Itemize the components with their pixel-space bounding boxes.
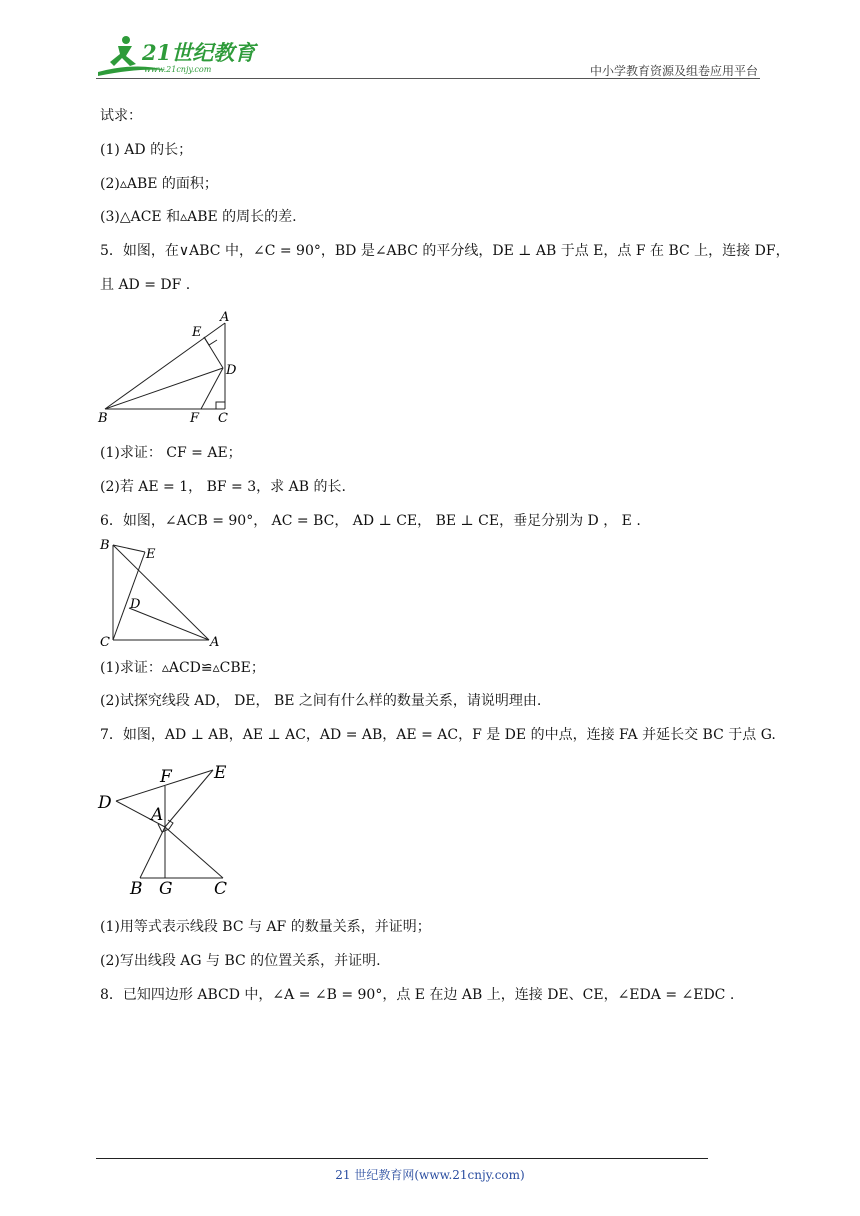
question-5-part-1: (1)求证： CF = AE；	[100, 445, 242, 461]
question-5-line-2: 且 AD = DF .	[100, 277, 191, 293]
fig6-label-c: C	[100, 635, 110, 650]
fig6-label-b: B	[100, 538, 110, 553]
question-7-part-2: (2)写出线段 AG 与 BC 的位置关系，并证明.	[100, 953, 381, 969]
fig7-label-b: B	[130, 879, 143, 899]
text-line-3: (2)▵ABE 的面积；	[100, 176, 218, 192]
fig6-label-d: D	[130, 597, 141, 612]
question-5-line-1: 5．如图，在∨ABC 中，∠C = 90°，BD 是∠ABC 的平分线，DE ⊥ AB 于点 E，点 F 在 BC 上，连接 DF，	[100, 243, 790, 259]
figure-5	[96, 308, 246, 428]
fig5-label-d: D	[226, 363, 237, 378]
question-8: 8．已知四边形 ABCD 中，∠A = ∠B = 90°，点 E 在边 AB 上，连接 DE、CE，∠EDA = ∠EDC .	[100, 987, 735, 1003]
figure-6	[96, 534, 226, 652]
fig5-label-e: E	[192, 325, 202, 340]
header-divider	[96, 78, 760, 79]
logo-text: 21世纪教育	[142, 40, 256, 65]
footer-text: 21 世纪教育网(www.21cnjy.com)	[335, 1168, 525, 1182]
fig6-label-e: E	[146, 547, 156, 562]
fig5-label-c: C	[218, 411, 228, 426]
text-line-4: (3)△ACE 和▵ABE 的周长的差.	[100, 209, 297, 225]
text-line-2: (1) AD 的长；	[100, 142, 193, 158]
fig6-label-a: A	[210, 635, 220, 650]
logo-runner-head	[122, 36, 130, 44]
fig5-label-b: B	[98, 411, 108, 426]
question-5-part-2: (2)若 AE = 1， BF = 3，求 AB 的长.	[100, 479, 346, 495]
logo-runner-body	[110, 46, 136, 66]
fig5-label-f: F	[190, 411, 200, 426]
fig7-label-c: C	[214, 879, 228, 899]
logo-url: www.21cnjy.com	[144, 65, 212, 74]
fig7-label-g: G	[159, 879, 173, 899]
question-7-part-1: (1)用等式表示线段 BC 与 AF 的数量关系，并证明；	[100, 919, 431, 935]
question-6-part-1: (1)求证：▵ACD≌▵CBE；	[100, 660, 265, 676]
fig7-label-a: A	[151, 805, 164, 825]
page-header	[96, 32, 760, 80]
fig7-label-d: D	[98, 793, 112, 813]
question-7: 7．如图，AD ⊥ AB，AE ⊥ AC，AD = AB，AE = AC，F 是 DE 的中点，连接 FA 并延长交 BC 于点 G.	[100, 727, 776, 743]
text-line-1: 试求：	[100, 108, 142, 124]
fig7-label-e: E	[214, 763, 227, 783]
question-6-part-2: (2)试探究线段 AD， DE， BE 之间有什么样的数量关系，请说明理由.	[100, 693, 542, 709]
fig5-label-a: A	[220, 310, 230, 325]
figure-7	[96, 756, 246, 900]
question-6: 6．如图，∠ACB = 90°， AC = BC， AD ⊥ CE， BE ⊥ CE，垂足分别为 D ， E .	[100, 513, 641, 529]
footer-divider	[96, 1158, 708, 1159]
site-title: 中小学教育资源及组卷应用平台	[589, 64, 758, 78]
fig7-label-f: F	[160, 767, 172, 787]
logo	[96, 32, 266, 78]
